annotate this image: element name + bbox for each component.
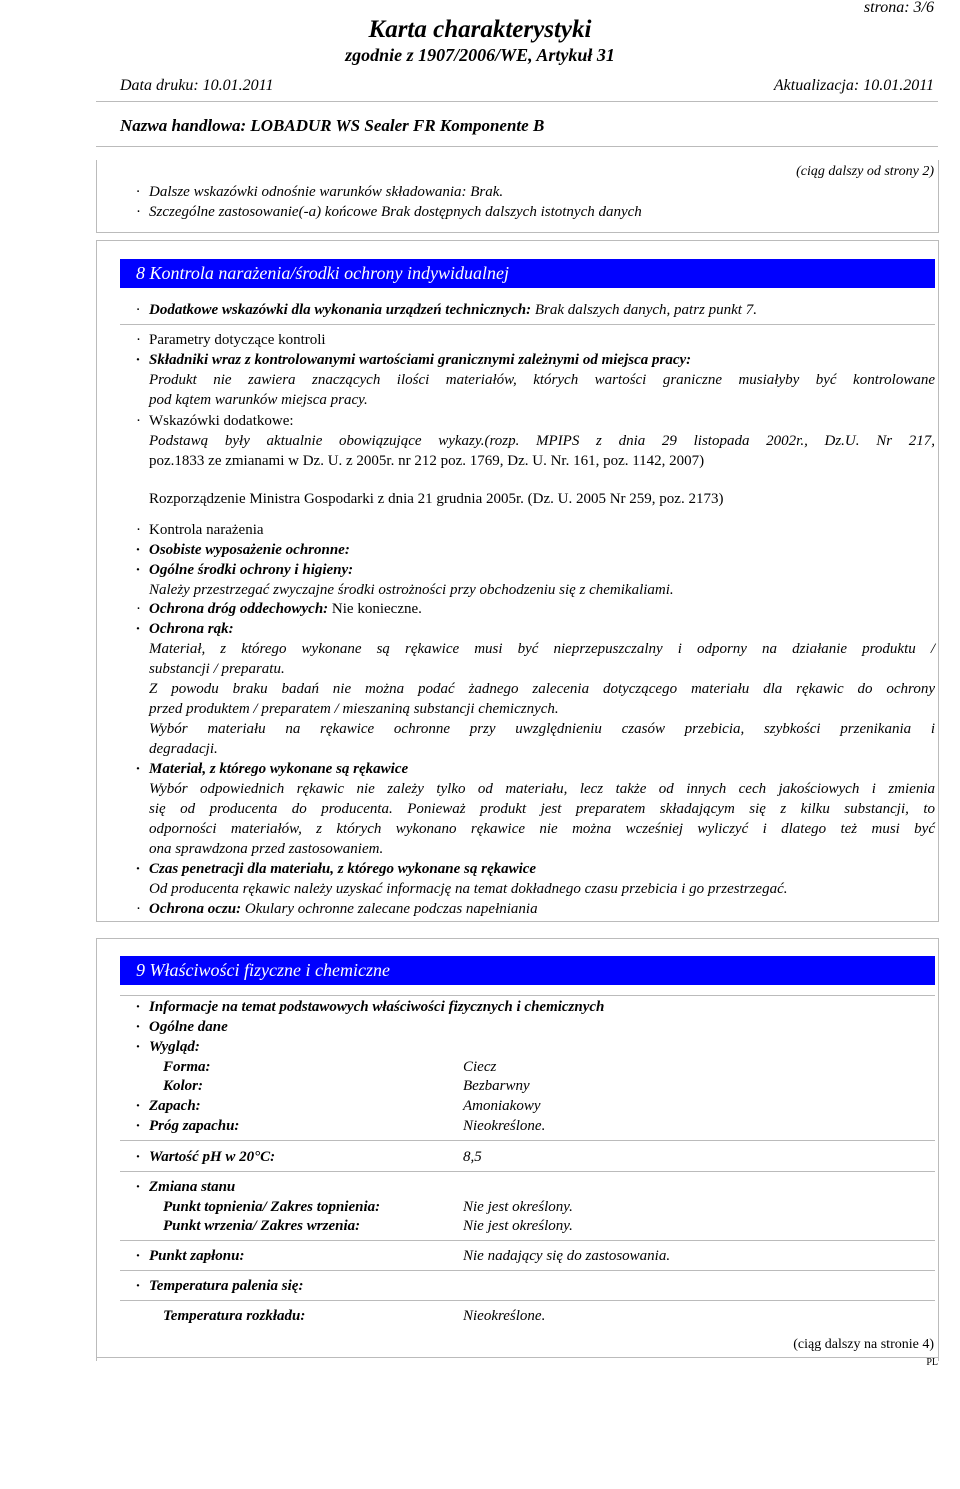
penetration-heading: · Czas penetracji dla materiału, z którego wykonane są rękawice <box>136 861 537 877</box>
components-text-2: pod kątem warunków miejsca pracy. <box>149 392 368 408</box>
hand-protection-heading: · Ochrona rąk: <box>136 621 234 637</box>
header-divider <box>96 101 938 102</box>
section-9-title: 9 Właściwości fizyczne i chemiczne <box>120 956 935 985</box>
print-date: Data druku: 10.01.2011 <box>120 77 274 94</box>
hands-text-1: Materiał, z którego wykonane są rękawice musi być nieprzepuszczalny i odporny na działanie produktu / <box>149 641 935 657</box>
glove-text-4: ona sprawdzona przed zastosowaniem. <box>149 841 384 857</box>
flash-point-value: Nie nadający się do zastosowania. <box>463 1248 671 1264</box>
appearance: · Wygląd: <box>136 1039 200 1055</box>
divider <box>120 1240 935 1241</box>
ph-value: 8,5 <box>463 1149 482 1165</box>
decomposition-label: Temperatura rozkładu: <box>163 1308 306 1324</box>
hints-text-1: Podstawą były aktualnie obowiązujące wykazy.(rozp. MPIPS z dnia 29 listopada 2002r., Dz.U. Nr 217, <box>149 433 935 449</box>
flash-point-label: · Punkt zapłonu: <box>136 1248 245 1264</box>
decomposition-value: Nieokreślone. <box>463 1308 546 1324</box>
penetration-text: Od producenta rękawic należy uzyskać informację na temat dokładnego czasu przebicia i go przestrzegać. <box>149 881 788 897</box>
boiling-label: Punkt wrzenia/ Zakres wrzenia: <box>163 1218 361 1234</box>
odor-label: · Zapach: <box>136 1098 201 1114</box>
ph-label: · Wartość pH w 20°C: <box>136 1149 276 1165</box>
technical-hints: · Dodatkowe wskazówki dla wykonania urządzeń technicznych: Brak dalszych danych, patrz punkt 7. <box>136 302 757 318</box>
footer-divider <box>96 1357 938 1358</box>
odor-threshold-value: Nieokreślone. <box>463 1118 546 1134</box>
hints-text-2: poz.1833 ze zmianami w Dz. U. z 2005r. nr 212 poz. 1769, Dz. U. Nr. 161, poz. 1142, 2007) <box>149 453 705 469</box>
form-label: Forma: <box>163 1059 211 1075</box>
continued-to: (ciąg dalszy na stronie 4) <box>793 1337 934 1352</box>
additional-hints: · Wskazówki dodatkowe: <box>136 413 294 429</box>
hygiene-text: Należy przestrzegać zwyczajne środki ostrożności przy obchodzeniu się z chemikaliami. <box>149 582 674 598</box>
hygiene-heading: · Ogólne środki ochrony i higieny: <box>136 562 354 578</box>
trade-divider <box>96 146 938 147</box>
exposure-control: · Kontrola narażenia <box>136 522 264 538</box>
glove-material-heading: · Materiał, z którego wykonane są rękawice <box>136 761 409 777</box>
state-change: · Zmiana stanu <box>136 1179 236 1195</box>
hands-text-4: przed produktem / preparatem / mieszaniną substancji chemicznych. <box>149 701 559 717</box>
divider <box>120 1171 935 1172</box>
components-heading: · Składniki wraz z kontrolowanymi wartościami granicznymi zależnymi od miejsca pracy: <box>136 352 692 368</box>
odor-value: Amoniakowy <box>463 1098 541 1114</box>
glove-text-3: odporności materiałów, z których wykonano rękawice nie można wcześniej wyliczyć i dlatego też musi być <box>149 821 935 837</box>
form-value: Ciecz <box>463 1059 497 1075</box>
ppe-heading: · Osobiste wyposażenie ochronne: <box>136 542 350 558</box>
divider <box>120 1270 935 1271</box>
divider <box>120 1140 935 1141</box>
melting-value: Nie jest określony. <box>463 1199 573 1215</box>
basic-properties-heading: · Informacje na temat podstawowych właściwości fizycznych i chemicznych <box>136 999 605 1015</box>
hands-text-5: Wybór materiału na rękawice ochronne przy uwzględnieniu czasów przebicia, szybkości przenikania i <box>149 721 935 737</box>
hands-text-3: Z powodu braku badań nie można podać żadnego zalecenia dotyczącego materiału dla rękawic do ochrony <box>149 681 935 697</box>
ignition-temperature-label: · Temperatura palenia się: <box>136 1278 304 1294</box>
control-parameters: · Parametry dotyczące kontroli <box>136 332 326 348</box>
hands-text-6: degradacji. <box>149 741 218 757</box>
glove-text-2: się od producenta do producenta. Ponieważ produkt jest preparatem składającym się z kilku substancji, to <box>149 801 935 817</box>
general-data: · Ogólne dane <box>136 1019 228 1035</box>
divider <box>120 1300 935 1301</box>
color-label: Kolor: <box>163 1078 204 1094</box>
hands-text-2: substancji / preparatu. <box>149 661 285 677</box>
end-use: · Szczególne zastosowanie(-a) końcowe Brak dostępnych dalszych istotnych danych <box>136 204 642 220</box>
boiling-value: Nie jest określony. <box>463 1218 573 1234</box>
eye-protection: · Ochrona oczu: Okulary ochronne zalecane podczas napełniania <box>136 901 538 917</box>
components-text-1: Produkt nie zawiera znaczących ilości materiałów, których wartości graniczne musiałyby być kontrolowane <box>149 372 935 388</box>
language-code: PL <box>926 1357 938 1368</box>
document-title: Karta charakterystyki <box>368 16 592 43</box>
melting-label: Punkt topnienia/ Zakres topnienia: <box>163 1199 381 1215</box>
page-number: strona: 3/6 <box>863 0 934 16</box>
document-subtitle: zgodnie z 1907/2006/WE, Artykuł 31 <box>345 45 615 65</box>
trade-name: Nazwa handlowa: LOBADUR WS Sealer FR Komponente B <box>120 116 545 135</box>
storage-hint: · Dalsze wskazówki odnośnie warunków składowania: Brak. <box>136 184 504 200</box>
update-date: Aktualizacja: 10.01.2011 <box>773 77 934 94</box>
odor-threshold-label: · Próg zapachu: <box>136 1118 240 1134</box>
continued-from: (ciąg dalszy od strony 2) <box>796 164 934 179</box>
glove-text-1: Wybór odpowiednich rękawic nie zależy tylko od materiału, lecz także od innych cech jakościowych i zmienia <box>149 781 935 797</box>
respiratory-protection: · Ochrona dróg oddechowych: Nie konieczne. <box>136 601 422 617</box>
section-8-title: 8 Kontrola narażenia/środki ochrony indywidualnej <box>120 259 935 288</box>
color-value: Bezbarwny <box>463 1078 530 1094</box>
divider <box>120 995 935 996</box>
regulation: Rozporządzenie Ministra Gospodarki z dnia 21 grudnia 2005r. (Dz. U. 2005 Nr 259, poz. 2173) <box>149 491 724 507</box>
divider <box>120 324 935 325</box>
